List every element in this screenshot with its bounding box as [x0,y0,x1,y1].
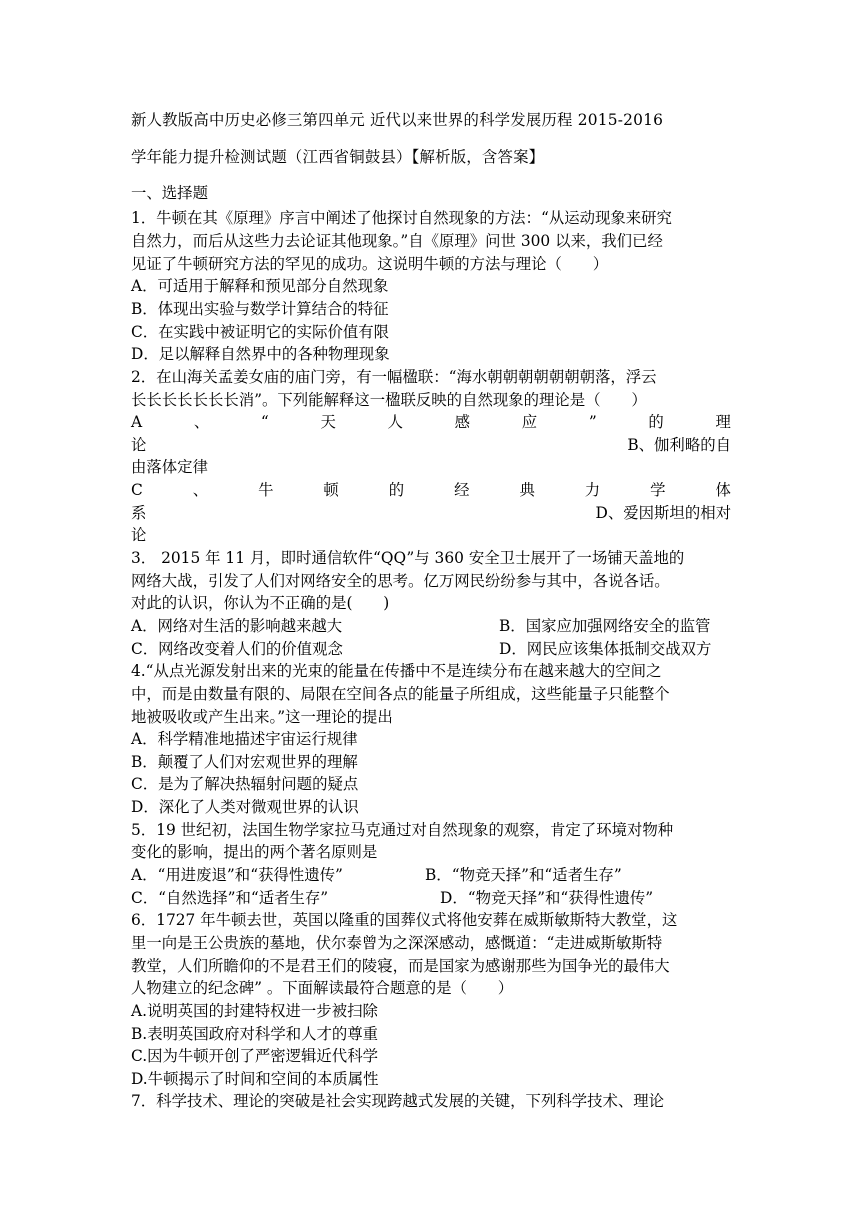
doc-title-line-1: 新人教版高中历史必修三第四单元 近代以来世界的科学发展历程 2015-2016 [131,111,664,129]
q1-option-c: C．在实践中被证明它的实际价值有限 [131,323,390,341]
q3-option-a: A．网络对生活的影响越来越大 [131,617,343,635]
q2-option-c-tail: 系 [131,504,147,522]
q5-option-b: B．“物竞天择”和“适者生存” [425,866,622,884]
q6-option-c: C.因为牛顿开创了严密逻辑近代科学 [131,1047,378,1065]
q4-option-b: B．颠覆了人们对宏观世界的理解 [131,753,358,771]
q3-stem-line: 对此的认识，你认为不正确的是( ) [131,594,390,612]
q2-option-a-token: 人 [387,413,403,431]
q2-option-c-token: C [131,481,143,499]
q4-option-c: C．是为了解决热辐射问题的疑点 [131,775,359,793]
q2-option-c-token: 牛 [258,481,274,499]
section-heading: 一、选择题 [131,184,208,202]
q2-option-c-token: 学 [650,481,666,499]
q2-option-d-continued: 论 [131,526,147,544]
q5-option-c: C．“自然选择”和“适者生存” [131,889,329,907]
q6-stem-line: 6．1727 年牛顿去世，英国以隆重的国葬仪式将他安葬在威斯敏斯特大教堂，这 [131,911,678,929]
q3-options-row-2 [131,638,731,660]
q2-option-c-token: 的 [388,481,405,499]
q4-stem-line: 4.“从点光源发射出来的光束的能量在传播中不是连续分布在越来越大的空间之 [131,662,662,680]
q2-option-a-token: 感 [454,413,471,431]
q2-option-c-token: 、 [192,481,209,499]
q5-option-a: A．“用进废退”和“获得性遗传” [131,866,343,884]
q3-option-c: C．网络改变着人们的价值观念 [131,640,343,658]
q2-option-a-row [131,411,731,433]
q3-option-d: D．网民应该集体抵制交战双方 [499,640,712,658]
q2-option-c-row [131,479,731,501]
q6-stem-line: 人物建立的纪念碑” 。下面解读最符合题意的是（ ） [131,979,514,997]
q2-option-c-token: 体 [715,481,731,499]
q2-stem-line: 2．在山海关孟姜女庙的庙门旁，有一幅楹联：“海水朝朝朝朝朝朝朝落，浮云 [131,368,657,386]
q1-stem-line: 1．牛顿在其《原理》序言中阐述了他探讨自然现象的方法：“从运动现象来研究 [131,209,672,227]
q3-options-row-1 [131,615,731,637]
q2-option-a-token: “ [260,413,269,431]
q2-option-c-token: 顿 [323,481,339,499]
q3-stem-line: 3． 2015 年 11 月，即时通信软件“QQ”与 360 安全卫士展开了一场铺天盖地的 [131,549,685,567]
q4-stem-line: 中，而是由数量有限的、局限在空间各点的能量子所组成，这些能量子只能整个 [131,685,670,703]
q2-stem-line: 长长长长长长长消”。下列能解释这一楹联反映的自然现象的理论是（ ） [131,391,647,409]
q2-option-a-token: 、 [193,413,210,431]
q1-option-b: B．体现出实验与数学计算结合的特征 [131,300,389,318]
q2-option-a-token: 理 [715,413,731,431]
q2-option-c-token: 经 [454,481,470,499]
q2-option-c-token: 力 [584,481,601,499]
q2-option-d: D、爱因斯坦的相对 [595,504,731,522]
q5-options-row-1 [131,864,731,886]
q1-option-a: A．可适用于解释和预见部分自然现象 [131,277,389,295]
q7-stem-line: 7．科学技术、理论的突破是社会实现跨越式发展的关键，下列科学技术、理论 [131,1092,665,1110]
q2-option-a-tail: 论 [131,436,147,454]
q2-option-c-tail-row [131,502,731,524]
q2-option-c-token: 典 [519,481,535,499]
q5-stem-line: 变化的影响，提出的两个著名原则是 [131,843,378,861]
q2-option-a-token: 天 [320,413,336,431]
q2-option-a-tail-row [131,434,731,456]
doc-title-line-2: 学年能力提升检测试题（江西省铜鼓县）【解析版，含答案】 [131,148,545,166]
q5-stem-line: 5．19 世纪初，法国生物学家拉马克通过对自然现象的观察，肯定了环境对物种 [131,821,674,839]
q6-option-a: A.说明英国的封建特权进一步被扫除 [131,1002,378,1020]
q3-option-b: B．国家应加强网络安全的监管 [499,617,711,635]
q4-option-d: D．深化了人类对微观世界的认识 [131,798,359,816]
q1-option-d: D．足以解释自然界中的各种物理现象 [131,345,390,363]
q2-option-a-token: ” [588,413,597,431]
q2-option-b-continued: 由落体定律 [131,458,208,476]
q3-stem-line: 网络大战，引发了人们对网络安全的思考。亿万网民纷纷参与其中，各说各话。 [131,572,670,590]
q2-option-a-token: 的 [648,413,664,431]
q5-options-row-2 [131,887,731,909]
q6-stem-line: 教堂，人们所瞻仰的不是君王们的陵寝，而是国家为感谢那些为国争光的最伟大 [131,957,670,975]
q6-option-b: B.表明英国政府对科学和人才的尊重 [131,1025,379,1043]
q6-option-d: D.牛顿揭示了时间和空间的本质属性 [131,1070,379,1088]
q4-stem-line: 地被吸收或产生出来。”这一理论的提出 [131,708,393,726]
q4-option-a: A．科学精准地描述宇宙运行规律 [131,730,358,748]
q5-option-d: D．“物竞天择”和“获得性遗传” [440,889,654,907]
q6-stem-line: 里一向是王公贵族的墓地，伏尔泰曾为之深深感动，感慨道：“走进威斯敏斯特 [131,934,663,952]
q2-option-a-token: 应 [521,413,538,431]
q1-stem-line: 见证了牛顿研究方法的罕见的成功。这说明牛顿的方法与理论（ ） [131,255,609,273]
q2-option-a-token: A [131,413,143,431]
q1-stem-line: 自然力，而后从这些力去论证其他现象。”自《原理》问世 300 以来，我们已经 [131,232,663,250]
q2-option-b: B、伽利略的自 [627,436,731,454]
